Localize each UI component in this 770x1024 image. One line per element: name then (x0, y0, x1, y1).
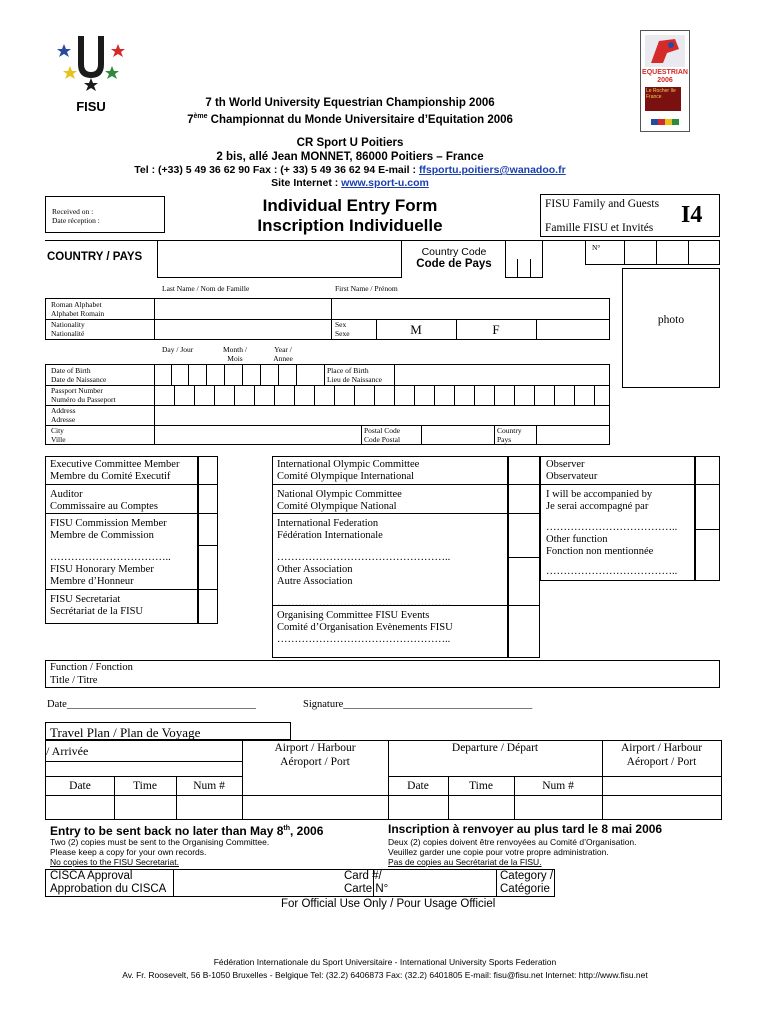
birth-address-grid (45, 364, 610, 445)
date-signature-field[interactable]: Date____________________________________ (47, 699, 256, 710)
category-label-fr: Catégorie (500, 883, 550, 895)
cisca-approval-fr: Approbation du CISCA (50, 883, 167, 895)
deadline-en: Entry to be sent back no later than May 8th, 2006 (50, 824, 324, 838)
function-title-input[interactable] (45, 660, 720, 688)
last-name-input[interactable] (156, 301, 330, 318)
nationality-label: Nationality (51, 320, 85, 329)
postal-code-input[interactable] (423, 427, 493, 443)
fn-fisu-secretariat[interactable]: FISU Secretariat Secrétariat de la FISU (50, 594, 144, 617)
organizer-contact: Tel : (+33) 5 49 36 62 90 Fax : (+ 33) 5 49 36 62 94 E-mail : ffsportu.poitiers@wanadoo.fr (134, 164, 566, 176)
fn-organising-committee[interactable]: ………………………………………….. Organising Committee FISU Events Comité d’Organisation Evènements FISU ………………………………………….. (277, 598, 453, 645)
instructions-en: Two (2) copies must be sent to the Organising Committee. Please keep a copy for your own records. No copies to the FISU Secretariat. (50, 837, 270, 867)
signature-field[interactable]: Signature____________________________________ (303, 699, 533, 710)
email-link[interactable]: ffsportu.poitiers@wanadoo.fr (418, 164, 566, 176)
instructions-fr: Deux (2) copies doivent être renvoyées au Comité d’Organisation. Veuillez garder une copie pour votre propre administration. Pas de copies au Secrétariat de la FISU. (388, 837, 637, 867)
adresse-label: Adresse (51, 415, 76, 424)
last-name-label: Last Name / Nom de Famille (162, 284, 250, 293)
country-label: COUNTRY / PAYS (47, 251, 143, 263)
city-input[interactable] (156, 427, 359, 443)
departure-date-header: Date (407, 780, 429, 792)
card-label-en: Card #/ (344, 870, 382, 882)
month-label-fr: Mois (227, 354, 243, 363)
lieu-de-naissance-label: Lieu de Naissance (327, 375, 382, 384)
first-name-label: First Name / Prénom (335, 284, 398, 293)
nationalite-label: Nationalité (51, 329, 85, 338)
fn-commission-member[interactable]: FISU Commission Member Membre de Commission (50, 518, 167, 541)
fn-executive-committee[interactable]: Executive Committee Member Membre du Comité Executif (50, 459, 180, 482)
championship-title-en: 7 th World University Equestrian Championship 2006 (205, 97, 495, 109)
fn-other-function[interactable]: ……………………………….. Other function Fonction non mentionnée (546, 522, 678, 557)
day-label: Day / Jour (162, 345, 194, 354)
category-code: I4 (681, 202, 703, 228)
fn-observer[interactable]: Observer Observateur (546, 459, 598, 482)
deadline-fr: Inscription à renvoyer au plus tard le 8 mai 2006 (388, 822, 663, 836)
fn-ioc[interactable]: International Olympic Committee Comité Olympique International (277, 459, 420, 482)
month-label-en: Month / (223, 345, 247, 354)
number-input[interactable] (585, 240, 720, 265)
roman-alphabet-label: Roman Alphabet (51, 300, 102, 309)
arrival-num-input[interactable] (177, 796, 241, 818)
received-box[interactable] (45, 196, 165, 233)
sex-male-option[interactable]: M (410, 322, 422, 337)
country-code-input[interactable] (505, 240, 543, 278)
fisu-logo (50, 30, 132, 114)
sex-label: Sex (335, 320, 347, 329)
pays-sub-label: Pays (497, 435, 512, 444)
category-fr: Famille FISU et Invités (545, 222, 654, 234)
code-postal-label: Code Postal (364, 435, 401, 444)
arrival-time-header: Time (133, 780, 157, 792)
address-input[interactable] (156, 407, 606, 424)
ville-label: Ville (51, 435, 66, 444)
departure-num-input[interactable] (515, 796, 601, 818)
arrival-date-input[interactable] (47, 796, 113, 818)
cisca-approval-en: CISCA Approval (50, 870, 133, 882)
date-of-birth-label: Date of Birth (51, 366, 91, 375)
function-col-3-checks (695, 456, 720, 581)
arrival-airport-input[interactable] (243, 777, 387, 818)
category-box (540, 194, 720, 237)
arrival-num-header: Num # (193, 780, 225, 792)
official-use-note: For Official Use Only / Pour Usage Officiel (281, 898, 496, 910)
function-label: Function / Fonction (50, 662, 133, 673)
championship-title-fr: 7ème Championnat du Monde Universitaire d’Equitation 2006 (187, 113, 513, 126)
card-label-fr: Carte N° (344, 883, 389, 895)
fn-accompanied-by[interactable]: I will be accompanied by Je serai accompagné par (546, 489, 653, 512)
travel-plan-title: Travel Plan / Plan de Voyage (50, 725, 201, 740)
footer-line-2: Av. Fr. Roosevelt, 56 B-1050 Bruxelles - Belgique Tel: (32.2) 6406873 Fax: (32.2) 6401805 E-mail: fisu@fisu.net Internet: http://www.fisu.net (122, 970, 648, 980)
fn-noc[interactable]: National Olympic Committee Comité Olympique National (277, 489, 402, 512)
departure-airport-en: Airport / Harbour (620, 742, 703, 754)
category-en: FISU Family and Guests (545, 198, 660, 210)
organizer: CR Sport U Poitiers (296, 137, 404, 149)
fisu-logo-label: FISU (76, 99, 106, 114)
event-logo-title: EQUESTRIAN (642, 69, 688, 76)
event-logo-city: Le Rocher Ile France (645, 87, 681, 111)
event-logo-year: 2006 (657, 77, 673, 84)
identity-grid (45, 298, 610, 340)
function-col-2-checks (508, 456, 540, 658)
official-use-box (45, 869, 555, 897)
nationality-input[interactable] (156, 321, 330, 338)
travel-plan-table (45, 740, 722, 820)
cisca-approval-input[interactable] (174, 871, 340, 895)
sexe-label: Sexe (335, 329, 350, 338)
arrival-date-header: Date (69, 780, 91, 792)
country-code-en: Country Code (421, 246, 487, 258)
function-col-1-checks (198, 456, 218, 624)
photo-box[interactable] (622, 268, 720, 388)
organizer-website: Site Internet : www.sport-u.com (271, 177, 429, 189)
fn-other-association[interactable]: ………………………………………….. Other Association Autre Association (277, 552, 451, 587)
fisu-emblem-icon (50, 30, 132, 94)
card-number-input[interactable] (396, 871, 494, 895)
organizer-address: 2 bis, allé Jean MONNET, 86000 Poitiers – France (216, 151, 484, 163)
date-de-naissance-label: Date de Naissance (51, 375, 107, 384)
arrival-time-input[interactable] (115, 796, 175, 818)
fn-honorary-member[interactable]: …………………………….. FISU Honorary Member Membre d’Honneur (50, 552, 171, 587)
year-label-fr: Annee (273, 354, 293, 363)
departure-time-header: Time (469, 780, 493, 792)
alphabet-romain-label: Alphabet Romain (51, 309, 105, 318)
departure-airport-fr: Aéroport / Port (626, 756, 697, 768)
departure-label: Departure / Départ (451, 742, 539, 754)
departure-num-header: Num # (542, 780, 574, 792)
sponsor-bar-icon (651, 119, 679, 125)
departure-time-input[interactable] (449, 796, 513, 818)
photo-label: photo (657, 314, 685, 326)
departure-airport-input[interactable] (603, 777, 720, 818)
number-label: N° (592, 243, 601, 252)
passport-number-label: Passport Number (51, 386, 103, 395)
footer-line-1: Fédération Internationale du Sport Universitaire - International University Sports Federation (213, 957, 557, 967)
horse-emblem-icon (645, 35, 685, 67)
place-of-birth-input[interactable] (396, 367, 606, 384)
year-label-en: Year / (274, 345, 292, 354)
travel-plan-header (45, 722, 291, 740)
event-logo (640, 30, 690, 132)
first-name-input[interactable] (333, 301, 607, 318)
country-sub-label: Country (497, 426, 522, 435)
fn-international-federation[interactable]: International Federation Fédération Internationale (277, 518, 383, 541)
departure-date-input[interactable] (389, 796, 447, 818)
country-code-fr: Code de Pays (416, 258, 492, 270)
arrival-airport-fr: Aéroport / Port (280, 756, 350, 768)
title-label: Title / Titre (50, 675, 98, 686)
fn-other-function-line[interactable]: ……………………………….. (546, 566, 678, 577)
place-of-birth-label: Place of Birth (327, 366, 369, 375)
fn-auditor[interactable]: Auditor Commissaire au Comptes (50, 489, 158, 512)
date-reception-label: Date réception : (52, 216, 100, 225)
country-field-input[interactable] (538, 427, 608, 443)
received-on-label: Received on : (52, 207, 94, 216)
numero-passeport-label: Numéro du Passeport (51, 395, 116, 404)
address-label: Address (51, 406, 76, 415)
city-label: City (51, 426, 64, 435)
arrival-airport-en: Airport / Harbour (274, 742, 356, 754)
form-title-en: Individual Entry Form (262, 196, 438, 215)
postal-code-label: Postal Code (364, 426, 401, 435)
category-label-en: Category / (500, 870, 554, 882)
arrival-label: / Arrivée (46, 744, 89, 758)
form-title-fr: Inscription Individuelle (257, 216, 443, 235)
website-link[interactable]: www.sport-u.com (341, 177, 429, 189)
sex-female-option[interactable]: F (492, 322, 500, 337)
country-input[interactable] (157, 240, 402, 278)
